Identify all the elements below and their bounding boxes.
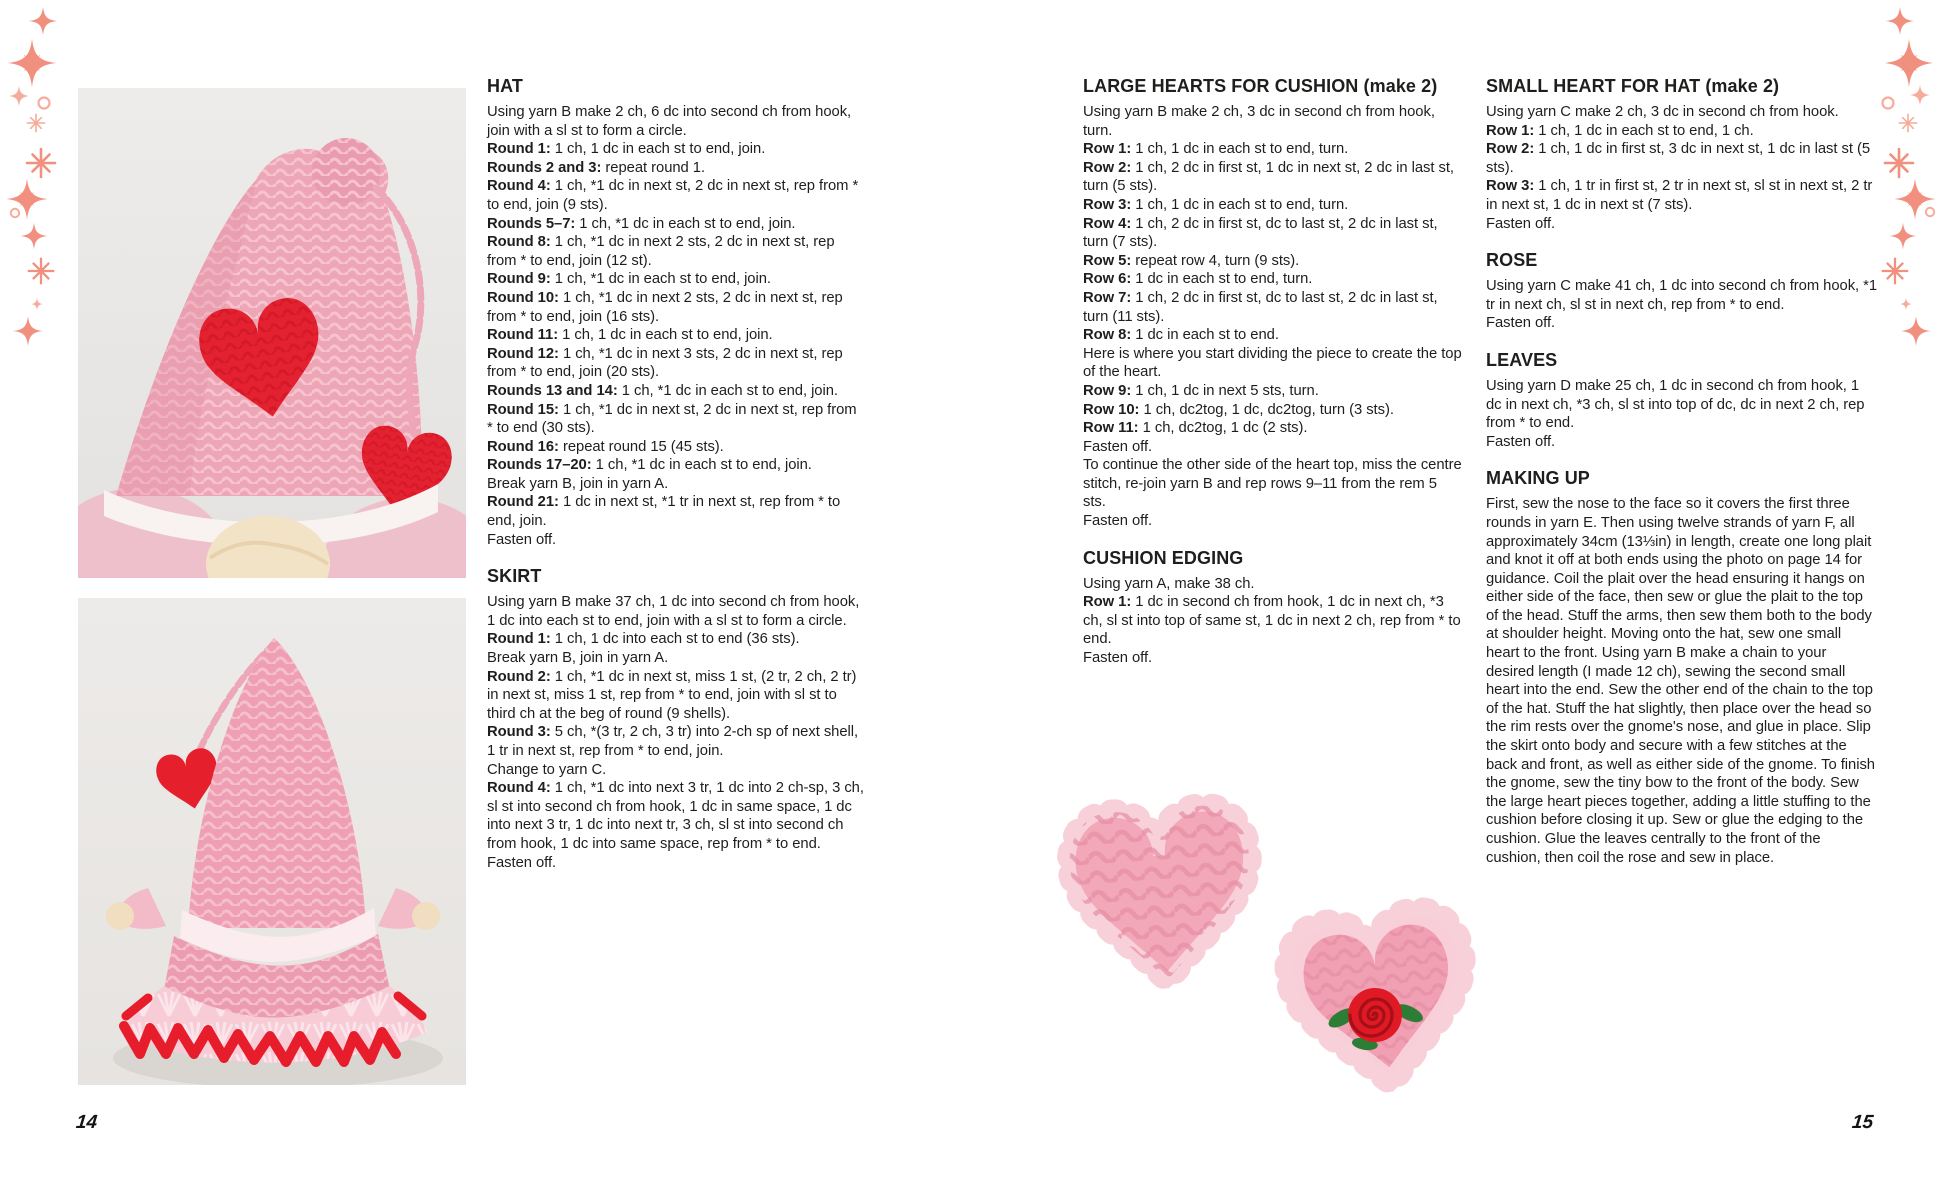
row-label: Row 2:	[1486, 141, 1535, 158]
row-label: Rounds 13 and 14:	[487, 382, 618, 399]
row-label: Row 4:	[1083, 215, 1132, 232]
pattern-line: Row 11: 1 ch, dc2tog, 1 dc (2 sts).	[1083, 420, 1308, 437]
pattern-line: Row 5: repeat row 4, turn (9 sts).	[1083, 252, 1300, 269]
section-heading: CUSHION EDGING	[1083, 547, 1244, 568]
gnome-hat-photo	[78, 88, 466, 578]
pattern-line: Row 1: 1 ch, 1 dc in each st to end, 1 ch.	[1486, 122, 1754, 139]
pattern-line: Round 3: 5 ch, *(3 tr, 2 ch, 3 tr) into 2-ch sp of next shell, 1 tr in next st, rep from * to end, join.	[487, 724, 859, 759]
pattern-line: Fasten off.	[1083, 438, 1153, 455]
row-label: Row 8:	[1083, 327, 1132, 344]
row-label: Round 10:	[487, 289, 559, 306]
row-label: Round 11:	[487, 327, 559, 344]
pattern-line: Row 3: 1 ch, 1 dc in each st to end, turn.	[1083, 196, 1349, 213]
row-label: Round 15:	[487, 401, 559, 418]
left-page-text-column	[487, 76, 865, 872]
pattern-line: Using yarn B make 2 ch, 6 dc into second ch from hook, join with a sl st to form a circle.	[487, 104, 852, 139]
sparkle-decoration-right	[1874, 0, 1946, 360]
row-label: Round 9:	[487, 271, 551, 288]
row-label: Row 10:	[1083, 401, 1140, 418]
pattern-line: Round 16: repeat round 15 (45 sts).	[487, 438, 724, 455]
pattern-line: Row 4: 1 ch, 2 dc in first st, dc to last st, 2 dc in last st, turn (7 sts).	[1083, 215, 1438, 251]
pattern-line: Fasten off.	[1486, 433, 1556, 450]
row-label: Row 2:	[1083, 159, 1132, 176]
row-label: Row 11:	[1083, 420, 1139, 437]
row-label: Round 21:	[487, 494, 559, 511]
row-label: Rounds 5–7:	[487, 215, 576, 232]
pattern-line: Rounds 17–20: 1 ch, *1 dc in each st to end, join.	[487, 457, 812, 474]
pattern-line: Fasten off.	[1486, 215, 1556, 232]
pattern-line: Round 15: 1 ch, *1 dc in next st, 2 dc in next st, rep from * to end (30 sts).	[487, 401, 857, 437]
pattern-line: Change to yarn C.	[487, 761, 607, 778]
pattern-line: Row 3: 1 ch, 1 tr in first st, 2 tr in next st, sl st in next st, 2 tr in next st, 1 dc in next st (7 sts).	[1486, 178, 1873, 213]
row-label: Row 1:	[1083, 141, 1132, 158]
row-label: Round 12:	[487, 345, 559, 362]
section-heading: MAKING UP	[1486, 468, 1590, 489]
pattern-line: Round 9: 1 ch, *1 dc in each st to end, join.	[487, 271, 771, 288]
gnome-skirt-photo	[78, 598, 466, 1085]
row-label: Round 8:	[487, 234, 551, 251]
pattern-line: Round 2: 1 ch, *1 dc in next st, miss 1 st, (2 tr, 2 ch, 2 tr) in next st, miss 1 st, rep from * to end, join with sl st to third ch at the beg of round (9 shells).	[487, 668, 857, 722]
pattern-line: Fasten off.	[1486, 315, 1556, 332]
pattern-line: Round 1: 1 ch, 1 dc in each st to end, join.	[487, 141, 766, 158]
pattern-line: Rounds 2 and 3: repeat round 1.	[487, 159, 706, 176]
row-label: Rounds 2 and 3:	[487, 159, 602, 176]
pattern-line: Round 8: 1 ch, *1 dc in next 2 sts, 2 dc in next st, rep from * to end, join (12 st).	[487, 234, 835, 269]
pattern-line: Round 12: 1 ch, *1 dc in next 3 sts, 2 dc in next st, rep from * to end, join (20 sts).	[487, 345, 843, 381]
heart-cushions-photo	[1040, 790, 1490, 1155]
row-label: Row 9:	[1083, 382, 1132, 399]
page-number-right: 15	[1850, 1112, 1875, 1133]
section-heading: SKIRT	[487, 566, 542, 587]
section-heading: LARGE HEARTS FOR CUSHION (make 2)	[1083, 76, 1438, 96]
pattern-line: Row 10: 1 ch, dc2tog, 1 dc, dc2tog, turn (3 sts).	[1083, 401, 1394, 418]
pattern-line: Using yarn D make 25 ch, 1 dc in second ch from hook, 1 dc in next ch, *3 ch, sl st into top of dc, dc in next 2 ch, rep from * to end.	[1486, 377, 1865, 432]
row-label: Row 5:	[1083, 252, 1132, 269]
pattern-line: Round 4: 1 ch, *1 dc in next st, 2 dc in next st, rep from * to end, join (9 sts).	[487, 178, 859, 213]
pattern-line: Row 7: 1 ch, 2 dc in first st, dc to last st, 2 dc in last st, turn (11 sts).	[1083, 289, 1438, 325]
row-label: Round 16:	[487, 438, 559, 455]
pattern-line: First, sew the nose to the face so it covers the first three rounds in yarn E. Then using twelve strands of yarn F, all approximately 34cm (13⅓in) in length, create one long plait and knot it off at both ends using the photo on page 14 for guidance. Coil the plait over the head ensuring it hangs on either side of the face, then sew or glue the plait to the top of the head. Stuff the arms, then sew them both to the body at shoulder height. Moving onto the hat, sew one small heart to the front. Using yarn B make a chain to your desired length (I made 12 ch), sewing the second small heart into the end. Sew the other end of the chain to the top of the hat. Stuff the hat slightly, then place over the head so the rim rests over the gnome's nose, and glue in place. Slip the skirt onto body and secure with a few stitches at the back and front, as well as either side of the gnome. To finish the gnome, sew the tiny bow to the front of the body. Sew the large heart pieces together, adding a little stuffing to the cushion before closing it up. Sew or glue the edging to the cushion. Glue the leaves centrally to the front of the cushion, then coil the rose and sew in place.	[1486, 496, 1875, 866]
row-label: Round 1:	[487, 631, 551, 648]
pattern-line: Round 1: 1 ch, 1 dc into each st to end (36 sts).	[487, 631, 800, 648]
pattern-line: Fasten off.	[487, 531, 557, 548]
pattern-line: Row 1: 1 ch, 1 dc in each st to end, turn.	[1083, 141, 1349, 158]
pattern-line: Row 2: 1 ch, 2 dc in first st, 1 dc in next st, 2 dc in last st, turn (5 sts).	[1083, 159, 1454, 195]
pattern-line: Using yarn B make 37 ch, 1 dc into second ch from hook, 1 dc into each st to end, join with a sl st to form a circle.	[487, 594, 860, 629]
pattern-line: Using yarn C make 41 ch, 1 dc into second ch from hook, *1 tr in next ch, sl st in next ch, rep from * to end.	[1486, 278, 1878, 313]
row-label: Round 4:	[487, 178, 551, 195]
pattern-line: Break yarn B, join in yarn A.	[487, 650, 669, 667]
row-label: Row 1:	[1486, 122, 1535, 139]
pattern-line: Round 4: 1 ch, *1 dc into next 3 tr, 1 dc into 2 ch-sp, 3 ch, sl st into second ch from hook, 1 dc in same space, 1 dc into next 3 tr, 1 dc into next tr, 3 ch, sl st into second ch from hook, 1 dc into same space, rep from * to end.	[487, 780, 864, 852]
pattern-line: Using yarn C make 2 ch, 3 dc in second ch from hook.	[1486, 104, 1839, 120]
row-label: Round 3:	[487, 724, 551, 741]
section-heading: ROSE	[1486, 250, 1538, 271]
pattern-line: Using yarn A, make 38 ch.	[1083, 575, 1255, 592]
pattern-line: Row 2: 1 ch, 1 dc in first st, 3 dc in next st, 1 dc in last st (5 sts).	[1486, 141, 1871, 176]
pattern-line: Fasten off.	[487, 854, 557, 871]
section-heading: HAT	[487, 76, 523, 96]
pattern-line: Round 10: 1 ch, *1 dc in next 2 sts, 2 dc in next st, rep from * to end, join (16 sts).	[487, 289, 843, 325]
right-page-column-2	[1486, 76, 1878, 867]
row-label: Round 4:	[487, 780, 551, 797]
pattern-line: Fasten off.	[1083, 650, 1153, 667]
pattern-line: Break yarn B, join in yarn A.	[487, 475, 669, 492]
row-label: Rounds 17–20:	[487, 457, 592, 474]
pattern-line: Rounds 13 and 14: 1 ch, *1 dc in each st to end, join.	[487, 382, 838, 399]
row-label: Row 3:	[1083, 196, 1132, 213]
pattern-line: Round 11: 1 ch, 1 dc in each st to end, join.	[487, 327, 773, 344]
pattern-line: Row 9: 1 ch, 1 dc in next 5 sts, turn.	[1083, 382, 1319, 399]
pattern-line: Rounds 5–7: 1 ch, *1 dc in each st to end, join.	[487, 215, 796, 232]
pattern-line: Row 8: 1 dc in each st to end.	[1083, 327, 1279, 344]
pattern-line: Here is where you start dividing the piece to create the top of the heart.	[1083, 345, 1462, 381]
pattern-line: Round 21: 1 dc in next st, *1 tr in next st, rep from * to end, join.	[487, 494, 841, 530]
sparkle-decoration-left	[0, 0, 72, 360]
right-page-column-1	[1083, 76, 1463, 668]
pattern-line: Using yarn B make 2 ch, 3 dc in second ch from hook, turn.	[1083, 104, 1435, 139]
pattern-line: Row 1: 1 dc in second ch from hook, 1 dc in next ch, *3 ch, sl st into top of same st, 1 dc in next 2 ch, rep from * to end.	[1083, 594, 1461, 648]
pattern-line: To continue the other side of the heart top, miss the centre stitch, re-join yarn B and rep rows 9–11 from the rem 5 sts.	[1083, 457, 1462, 511]
row-label: Row 1:	[1083, 594, 1132, 611]
pattern-line: Row 6: 1 dc in each st to end, turn.	[1083, 271, 1313, 288]
row-label: Row 3:	[1486, 178, 1535, 195]
row-label: Round 2:	[487, 668, 551, 685]
row-label: Row 7:	[1083, 289, 1132, 306]
row-label: Row 6:	[1083, 271, 1132, 288]
section-heading: SMALL HEART FOR HAT (make 2)	[1486, 76, 1780, 96]
row-label: Round 1:	[487, 141, 551, 158]
section-heading: LEAVES	[1486, 349, 1558, 370]
pattern-line: Fasten off.	[1083, 513, 1153, 530]
page-number-left: 14	[74, 1112, 99, 1133]
